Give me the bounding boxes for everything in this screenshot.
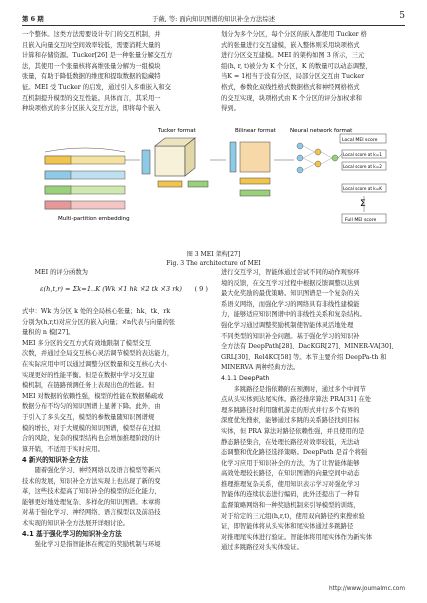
top-right-line: 当K = 1相当于没有分区，局部分区交互由 Tucker (221, 73, 365, 81)
journal-url: http://www.joumalmc.com (329, 586, 405, 592)
left-column-body (22, 307, 208, 551)
deeppath-line: 推理推理复杂关系，使用知识表示学习对强化学习 (221, 480, 360, 488)
left-body-line: 数据分布不均匀的知识图谱上显著下降。此外，由 (22, 403, 161, 411)
figure-caption-cn: 图 3 MEI 架构[27] (186, 251, 241, 258)
left-body-line: MEI 多分区的交互方式有效地限制了模型交互 (22, 339, 151, 347)
mei-architecture-figure (40, 126, 390, 240)
deeppath-line: 实体，但 PRA 算法对路径依赖性强，并且使用的是 (221, 427, 365, 435)
right-body-line: 境的反馈，在交互学习过程中根据反馈调整以达到 (221, 279, 360, 287)
fig-label-multipartition: Multi-partition embedding (58, 216, 130, 222)
tucker-core-tensor (142, 138, 208, 187)
right-body-line: 最大化奖励的最优策略。知识图谱是一个复杂的关 (221, 290, 360, 298)
fig-label-score-kk: Local score at k=K (343, 186, 382, 191)
deeppath-line: 智能体的连续状态进行编码，此外还提出了一种有 (221, 491, 360, 499)
top-left-line: 张量，有助于降低数据的维度和提取数据的隐藏特 (22, 73, 161, 81)
left-body-line: 模的增长，对于大规模的知识图谱，模型存在过拟 (22, 424, 161, 432)
deeppath-line: 证，即智能体将从头实体和尾实体通过多跳路径 (221, 523, 354, 531)
top-left-line: 互机制提升模型的交互性能。具体而言，其采用一 (22, 94, 161, 102)
deeppath-line: 多跳路径是指依赖附在预测时，通过多个中间节 (233, 385, 366, 393)
top-right-line: 格式，参数化双线性格式数据格式和神经网格格式 (221, 83, 360, 91)
top-left-line: 且嵌入向量交互时空间效率较低，需要消耗大量的 (22, 41, 161, 49)
top-left-line: 种块项格式的多分区嵌入交互方法，即将每个嵌入 (22, 105, 161, 113)
formula-expression: ε(h,t,r) = Σk=1..K (Wk ×̄1 hk ×̄2 tk ×̄3 rk) (40, 285, 182, 293)
top-left-line: 法，其使用一个张量核将高维张量分解为一组模块 (22, 62, 161, 70)
score-function-intro: MEI 的评分函数为 (34, 269, 88, 276)
section-heading-4: 4 新兴的知识补全方法 (22, 456, 89, 465)
right-body-line: MINERVA 两种经典方法。 (221, 364, 300, 372)
top-right-line: 划分为多个分区，每个分区的嵌入都使用 Tucker 格 (221, 31, 367, 38)
right-body-line: 进行交互学习，智能体通过尝试不同的动作观察环 (221, 269, 360, 276)
mei-score-formula (40, 279, 208, 305)
left-body-line: 在实际应用中可以通过调整分区数量和交互核心大小 (22, 360, 167, 368)
deeppath-line: 化学习应用于知识补全的方法，为了让智能体能够 (221, 459, 360, 467)
left-body-line: 于引入了多头交互，模型的参数量随知识图谱规 (22, 413, 155, 421)
section-line: 能够更好地处理复杂、多样化的知识图谱。本章将 (22, 498, 161, 506)
deeppath-line: 对于给定的三元组(h,r,t)，使用双向路径约束搜索验 (221, 512, 365, 520)
top-right-text (221, 30, 405, 115)
left-body-line: 算开销，不适用于实时应用。 (22, 445, 104, 453)
fig-label-neural: Neural network format (290, 128, 353, 134)
page-number: 5 (399, 11, 405, 21)
figure-caption-en: Fig. 3 The architecture of MEI (166, 260, 261, 267)
section-line: 技术的发展，知识补全方法实现上也出现了新的变 (22, 477, 161, 485)
deeppath-line: 深度优先搜索，能够通过多跳的关系路径找到目标 (221, 417, 360, 425)
score-boxes (340, 134, 386, 223)
right-column-body (221, 268, 405, 554)
left-body-line: 实现更好的性能平衡。但是在数据中学习交互建 (22, 371, 155, 379)
subsection-heading-4-1: 4.1 基于强化学习的知识补全方法 (22, 530, 122, 539)
subsection-line: 强化学习是指智能体在规定的奖励机制与环境 (34, 541, 161, 549)
deeppath-line: 高效处理较长路径，在知识图谱的向量空间中动态 (221, 470, 360, 478)
section-line: 对基于强化学习、神经网络、语言模型以及前沿技 (22, 509, 161, 517)
left-body-line: 合的风险，复杂的模型结构也会增加推理阶段的计 (22, 435, 161, 443)
left-body-line: 次数，并通过全局交互核心灵活调节模型的表达能力， (22, 350, 174, 358)
header-rule (22, 25, 405, 26)
fig-label-tucker: Tucker format (158, 128, 196, 134)
top-right-line: 进行分区交互建模。MEI 的架构如图 3 所示，三元 (221, 52, 365, 60)
right-body-line: 全方法有 DeepPath[28]、DacKGR[27]、MINER-VA[30]、 (221, 343, 398, 351)
fig-label-local-mei: Local MEI score (342, 138, 378, 143)
deeppath-line: 通过多跳路径对头实体验证。 (221, 544, 303, 552)
left-body-line: MEI 对数据的依赖性强，模型的性能在数据稀疏或 (22, 392, 164, 400)
fig-label-score-k1: Local score at k=1 (343, 152, 382, 157)
top-left-line: 征。MEI 受 Tucker 的启发，通过引入多重嵌入和交 (22, 83, 171, 91)
deeppath-line: 静态路径集合，在处理长路径对效率较低，无法动 (221, 438, 360, 446)
left-column-intro (22, 268, 208, 279)
left-body-line: 量积的 n 模[27]。 (22, 329, 75, 337)
fig-label-score-k2: Local score at k=2 (343, 164, 382, 169)
section-line: 术实现的知识补全方法展开详细讨论。 (22, 519, 130, 527)
formula-number: ( 9 ) (194, 285, 208, 293)
left-body-line: 分别为(h,r,t)对应分区的嵌入向量；×̄n代表与向量的张 (22, 318, 176, 326)
bilinear-block (230, 142, 270, 196)
deeppath-line: 态调整和优化路径选择策略。DeepPath 是首个将强 (221, 449, 368, 457)
right-body-line: 系语义网络，而强化学习的网络具有非线性建模能 (221, 300, 360, 308)
top-right-line: 组(h, r, t)被分为 K 个分区，K 的数量可以动态调整， (221, 62, 372, 70)
deeppath-line: 理多跳路径时利用随机游走的形式并行多个有界的 (221, 406, 360, 414)
top-right-line: 的交互实现，块项格式由 K 个分区的评分加权求和 (221, 94, 362, 102)
right-body-line: 强化学习通过调整奖励机制使智能体灵活地处理 (221, 321, 354, 329)
left-body-line: 式中：Wk 为分区 k 处的全局核心张量；hk、tk、rk (22, 308, 171, 315)
left-body-line: 模机制，在链路预测任务上表现出色的性能。但 (22, 382, 155, 390)
right-body-line: 力，能够适应知识图谱中的非线性关系和复杂结构。 (221, 311, 366, 319)
right-body-line: 不同类型的知识补全问题。基于强化学习的知识补 (221, 332, 360, 340)
right-body-line: GRL[30]、Rel4KC[58] 等。本节主要介绍 DeepPa-th 和 (221, 353, 387, 361)
section-line: 革，这些技术提高了知识补全的模型的泛化能力， (22, 488, 161, 496)
top-left-line: 一个整体。这类方法需要设计专门的交互机制，并 (22, 31, 161, 38)
issue-number: 第 6 期 (22, 15, 44, 23)
top-left-line: 计算和存储资源。Tucker[26] 是一种张量分解交互方 (22, 52, 173, 60)
fig-sum-symbol: Σ (360, 199, 366, 209)
top-left-text (22, 30, 208, 115)
running-title: 于薇, 等: 面向知识图谱的知识补全方法综述 (151, 15, 276, 23)
deeppath-line: 点从头实体到达尾实体。路径排序算法 PRA[31] 在处 (221, 396, 372, 404)
fig-label-full-mei: Full MEI score (345, 218, 377, 223)
figure-svg (40, 126, 390, 240)
partition-embeddings (45, 148, 125, 209)
fig-label-bilinear: Bilinear format (235, 128, 276, 134)
running-header (22, 10, 405, 24)
subsubsection-heading-deeppath: 4.1.1 DeepPath (221, 374, 270, 382)
deeppath-line: 对推理尾实体进行验证。智能体将用尾实体作为新实体 (221, 533, 373, 541)
neural-network-block (297, 143, 338, 173)
top-right-line: 得到。 (221, 105, 240, 113)
section-line: 随着强化学习、神经网络以及语言模型等新兴 (34, 466, 161, 474)
deeppath-line: 监督策略网络和一种奖励机制来引导模型的训练， (221, 502, 360, 510)
top-right-line: 式的张量进行交互建模，嵌入整体则采用块项格式 (221, 41, 360, 49)
